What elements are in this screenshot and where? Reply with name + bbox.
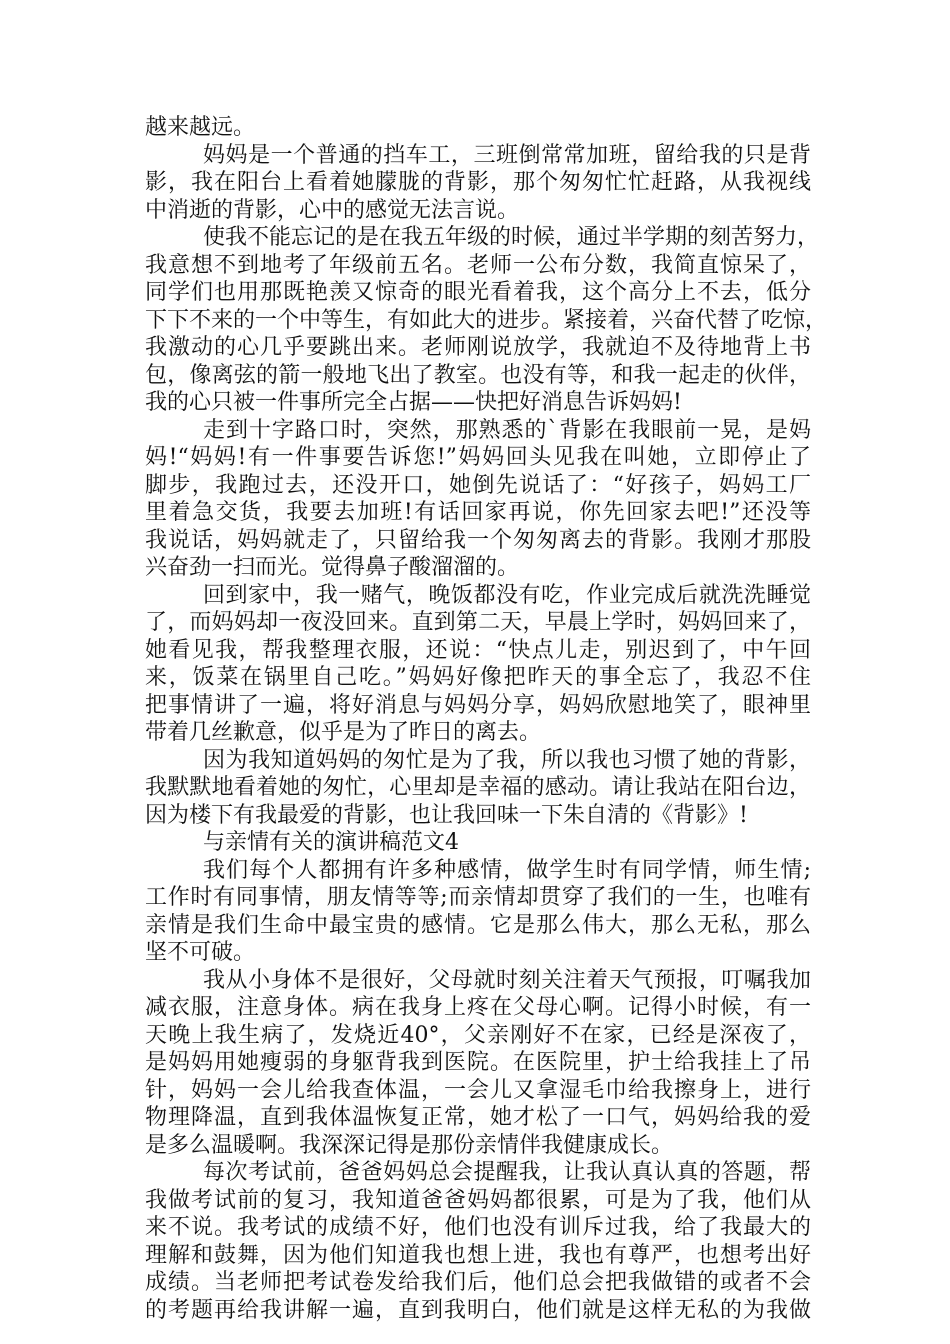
text-line: 的考题再给我讲解一遍，直到我明白，他们就是这样无私的为我做 — [145, 1297, 811, 1323]
text-line: 是多么温暖啊。我深深记得是那份亲情伴我健康成长。 — [145, 1132, 674, 1158]
text-line: 天晚上我生病了，发烧近40°，父亲刚好不在家，已经是深夜了， — [145, 1022, 811, 1048]
document-body — [145, 114, 828, 1324]
text-line: 里着急交货，我要去加班!有话回家再说，你先回家去吧!”还没等 — [145, 500, 811, 525]
text-line: 来不说。我考试的成绩不好，他们也没有训斥过我，给了我最大的 — [145, 1215, 811, 1240]
text-line: 她看见我，帮我整理衣服，还说：“快点儿走，别迟到了，中午回 — [145, 637, 811, 663]
text-line: 我激动的心几乎要跳出来。老师刚说放学，我就迫不及待地背上书 — [145, 335, 811, 360]
text-line: 我从小身体不是很好，父母就时刻关注着天气预报，叮嘱我加 — [203, 967, 811, 993]
text-line: 坚不可破。 — [145, 940, 256, 965]
text-line: 包，像离弦的箭一般地飞出了教室。也没有等，和我一起走的伙伴， — [145, 362, 811, 388]
text-line: 妈!“妈妈!有一件事要告诉您!”妈妈回头见我在叫她，立即停止了 — [145, 445, 811, 470]
text-line: 每次考试前，爸爸妈妈总会提醒我，让我认真认真的答题，帮 — [203, 1160, 811, 1185]
text-line: 影，我在阳台上看着她朦胧的背影，那个匆匆忙忙赶路，从我视线 — [145, 170, 811, 195]
text-line: 因为楼下有我最爱的背影，也让我回味一下朱自清的《背影》! — [145, 802, 748, 828]
text-line: 同学们也用那既艳羡又惊奇的眼光看着我，这个高分上不去，低分 — [145, 280, 811, 305]
text-line: 与亲情有关的演讲稿范文4 — [203, 830, 459, 855]
text-line: 我们每个人都拥有许多种感情，做学生时有同学情，师生情; — [203, 857, 811, 883]
text-line: 了，而妈妈却一夜没回来。直到第二天，早晨上学时，妈妈回来了， — [145, 610, 811, 635]
text-line: 亲情是我们生命中最宝贵的感情。它是那么伟大，那么无私，那么 — [145, 912, 811, 938]
text-line: 带着几丝歉意，似乎是为了昨日的离去。 — [145, 720, 542, 745]
text-line: 减衣服，注意身体。病在我身上疼在父母心啊。记得小时候，有一 — [145, 995, 811, 1020]
text-line: 中消逝的背影，心中的感觉无法言说。 — [145, 197, 520, 223]
text-line: 我意想不到地考了年级前五名。老师一公布分数，我简直惊呆了， — [145, 252, 811, 278]
text-line: 理解和鼓舞，因为他们知道我也想上进，我也有尊严，也想考出好 — [145, 1242, 811, 1268]
text-line: 来，饭菜在锅里自己吃。”妈妈好像把昨天的事全忘了，我忍不住 — [145, 665, 811, 690]
text-line: 妈妈是一个普通的挡车工，三班倒常常加班，留给我的只是背 — [203, 142, 811, 168]
text-line: 下下不来的一个中等生，有如此大的进步。紧接着，兴奋代替了吃惊， — [145, 307, 828, 333]
text-line: 针，妈妈一会儿给我查体温，一会儿又拿湿毛巾给我擦身上，进行 — [145, 1077, 811, 1103]
text-line: 脚步，我跑过去，还没开口，她倒先说话了：“好孩子，妈妈工厂 — [145, 472, 811, 498]
text-line: 兴奋劲一扫而光。觉得鼻子酸溜溜的。 — [145, 555, 520, 580]
text-line: 我默默地看着她的匆忙，心里却是幸福的感动。请让我站在阳台边， — [145, 775, 811, 800]
text-line: 我说话，妈妈就走了，只留给我一个匆匆离去的背影。我刚才那股 — [145, 527, 811, 553]
text-line: 因为我知道妈妈的匆忙是为了我，所以我也习惯了她的背影， — [203, 747, 811, 773]
text-line: 物理降温，直到我体温恢复正常，她才松了一口气，妈妈给我的爱 — [145, 1105, 811, 1130]
text-line: 工作时有同事情，朋友情等等;而亲情却贯穿了我们的一生，也唯有 — [145, 885, 811, 910]
text-line: 走到十字路口时，突然，那熟悉的`背影在我眼前一晃，是妈 — [203, 417, 811, 443]
text-line: 把事情讲了一遍，将好消息与妈妈分享，妈妈欣慰地笑了，眼神里 — [145, 692, 811, 718]
text-line: 回到家中，我一赌气，晚饭都没有吃，作业完成后就洗洗睡觉 — [203, 582, 811, 608]
text-line: 使我不能忘记的是在我五年级的时候，通过半学期的刻苦努力， — [203, 225, 820, 250]
text-line: 成绩。当老师把考试卷发给我们后，他们总会把我做错的或者不会 — [145, 1270, 811, 1295]
text-line: 我的心只被一件事所完全占据——快把好消息告诉妈妈! — [145, 390, 682, 415]
text-line: 我做考试前的复习，我知道爸爸妈妈都很累，可是为了我，他们从 — [145, 1187, 811, 1213]
text-line: 是妈妈用她瘦弱的身躯背我到医院。在医院里，护士给我挂上了吊 — [145, 1050, 811, 1075]
text-line: 越来越远。 — [145, 115, 256, 140]
